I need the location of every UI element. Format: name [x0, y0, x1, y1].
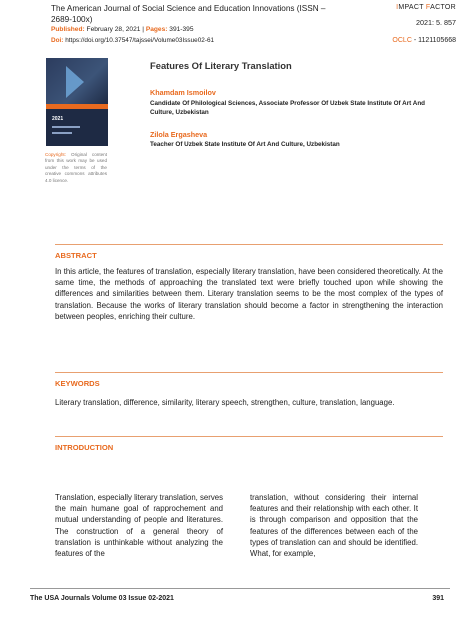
- author-affiliation: Candidate Of Philological Sciences, Associate Professor Of Uzbek State Institute Of Art And Culture, Uzbekistan: [150, 100, 426, 116]
- introduction-left-column: Translation, especially literary translation, serves the main humane goal of rapprochement and mutual understanding of people and literatures. The construction of a general theory of translation is unthinkable without analyzing the features of the: [55, 493, 223, 559]
- section-divider: [55, 372, 443, 373]
- keywords-text: Literary translation, difference, similarity, literary speech, strengthen, culture, translation, language.: [55, 398, 395, 407]
- oclc-label: OCLC: [392, 37, 412, 44]
- introduction-heading: INTRODUCTION: [55, 443, 114, 452]
- impact-factor-value: 2021: 5. 857: [416, 18, 456, 27]
- cover-year: 2021: [52, 116, 64, 122]
- abstract-text: In this article, the features of translation, especially literary translation, have been considered theoretically. At the same time, the methods of approaching the translated text were briefly touched upon while showing the differences and similarities between them. Literary translation seems to be the most complex of the types of translation. Because the works of literary translation should become a factor in strengthening the interaction between peoples, enriching their culture.: [55, 267, 443, 321]
- journal-title: The American Journal of Social Science and Education Innovations (ISSN – 2689-100x): [51, 4, 326, 24]
- published-label: Published:: [51, 26, 85, 33]
- pages-value: 391-395: [169, 26, 194, 33]
- doi-link[interactable]: https://doi.org/10.37547/tajssei/Volume03Issue02-61: [65, 37, 215, 44]
- journal-cover-image: [46, 58, 108, 146]
- pages-label: Pages:: [145, 26, 168, 33]
- keywords-heading: KEYWORDS: [55, 379, 100, 388]
- article-title: Features Of Literary Translation: [150, 60, 292, 71]
- copyright-label: Copyright:: [45, 152, 66, 157]
- doi-label: Doi:: [51, 37, 64, 44]
- doi-line: [51, 37, 214, 44]
- section-divider: [55, 436, 443, 437]
- published-value: February 28, 2021 |: [86, 26, 144, 33]
- published-line: [51, 26, 194, 33]
- oclc-line: [392, 37, 456, 44]
- footer-journal-issue: The USA Journals Volume 03 Issue 02-2021: [30, 595, 174, 602]
- oclc-value: - 1121105668: [413, 37, 456, 44]
- copyright-text: Original content from this work may be used under the terms of the creative commons attributes 4.0 licence.: [45, 152, 107, 183]
- page-header: [0, 0, 474, 52]
- author-name: Khamdam Ismoilov: [150, 88, 216, 97]
- introduction-right-column: translation, without considering their internal features and their relationship with each other. It is through comparison and opposition that the features of the differences between each of the types of translation can and should be identified. What, for example,: [250, 493, 418, 559]
- abstract-heading: ABSTRACT: [55, 251, 97, 260]
- author-affiliation: Teacher Of Uzbek State Institute Of Art And Culture, Uzbekistan: [150, 141, 340, 148]
- section-divider: [55, 244, 443, 245]
- copyright-note: [45, 152, 107, 184]
- page-number: 391: [432, 595, 444, 602]
- footer-divider: [30, 588, 450, 589]
- author-name: Zilola Ergasheva: [150, 130, 208, 139]
- impact-factor-label: IMPACT FACTOR: [396, 4, 456, 11]
